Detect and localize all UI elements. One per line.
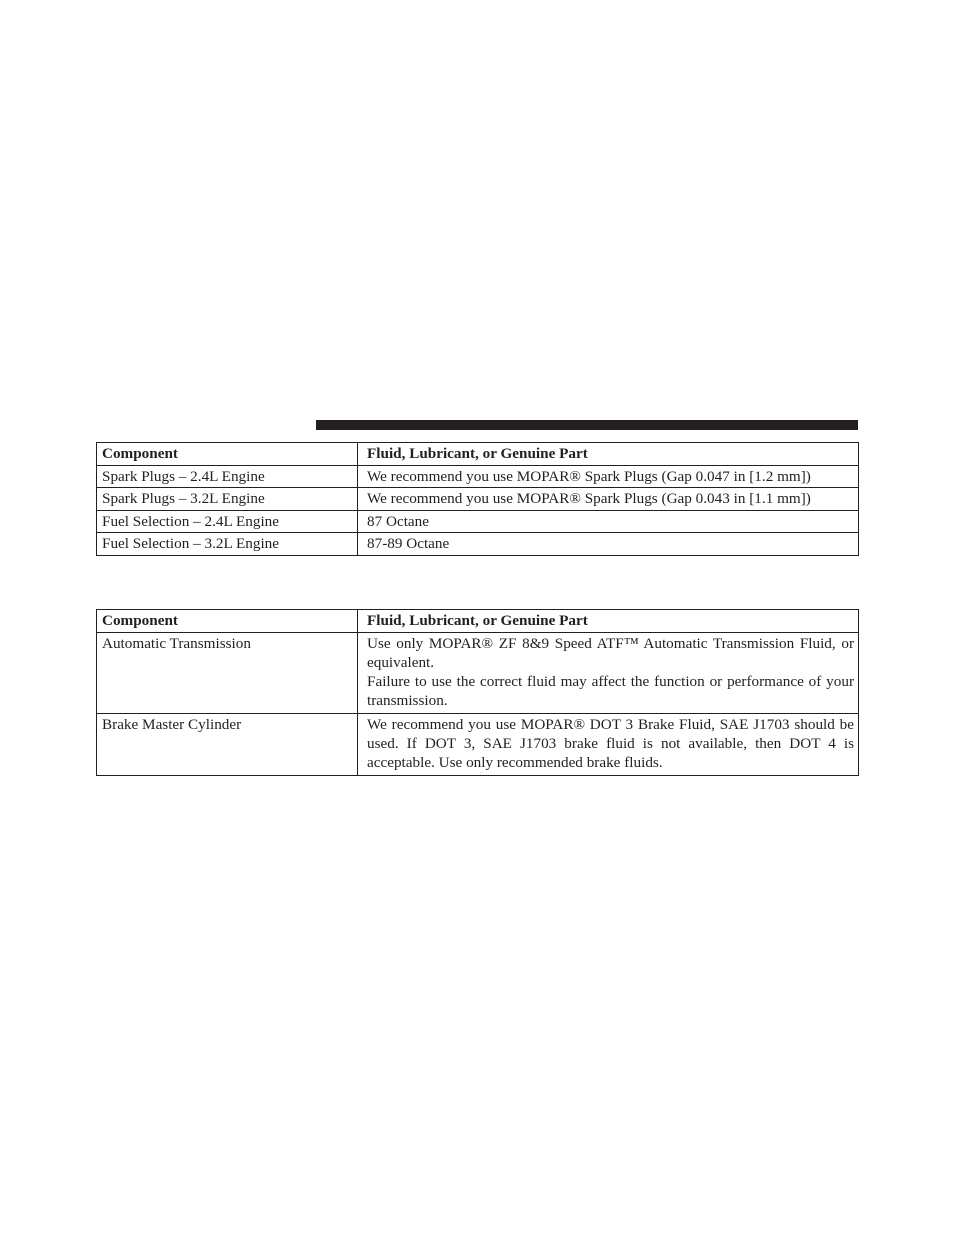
component-cell: Brake Master Cylinder — [97, 714, 358, 776]
fluid-cell: 87-89 Octane — [358, 533, 859, 556]
component-cell: Fuel Selection – 3.2L Engine — [97, 533, 358, 556]
fluid-cell — [358, 633, 859, 714]
table-row — [97, 510, 859, 533]
fluid-paragraph: Failure to use the correct fluid may affect the function or performance of your transmission. — [367, 673, 854, 709]
component-cell: Spark Plugs – 2.4L Engine — [97, 465, 358, 488]
table-row — [97, 633, 859, 714]
table-row — [97, 533, 859, 556]
engine-specs-table — [96, 442, 859, 556]
component-cell: Spark Plugs – 3.2L Engine — [97, 488, 358, 511]
fluid-cell — [358, 714, 859, 776]
fluid-cell: We recommend you use MOPAR® Spark Plugs (Gap 0.043 in [1.1 mm]) — [358, 488, 859, 511]
column-header-fluid: Fluid, Lubricant, or Genuine Part — [358, 610, 859, 633]
column-header-fluid: Fluid, Lubricant, or Genuine Part — [358, 443, 859, 466]
fluid-cell: We recommend you use MOPAR® Spark Plugs (Gap 0.047 in [1.2 mm]) — [358, 465, 859, 488]
component-cell: Fuel Selection – 2.4L Engine — [97, 510, 358, 533]
chassis-specs-table — [96, 609, 859, 776]
fluid-cell: 87 Octane — [358, 510, 859, 533]
section-header-bar — [316, 420, 858, 430]
table-row — [97, 714, 859, 776]
table-header-row — [97, 610, 859, 633]
fluid-paragraph: Use only MOPAR® ZF 8&9 Speed ATF™ Automatic Transmission Fluid, or equivalent. — [367, 635, 854, 671]
table-header-row — [97, 443, 859, 466]
column-header-component: Component — [97, 610, 358, 633]
component-cell: Automatic Transmission — [97, 633, 358, 714]
column-header-component: Component — [97, 443, 358, 466]
fluid-paragraph: We recommend you use MOPAR® DOT 3 Brake Fluid, SAE J1703 should be used. If DOT 3, SAE J1703 brake fluid is not available, then DOT 4 is acceptable. Use only recommended brake fluids. — [367, 716, 854, 771]
table-row — [97, 488, 859, 511]
table-row — [97, 465, 859, 488]
